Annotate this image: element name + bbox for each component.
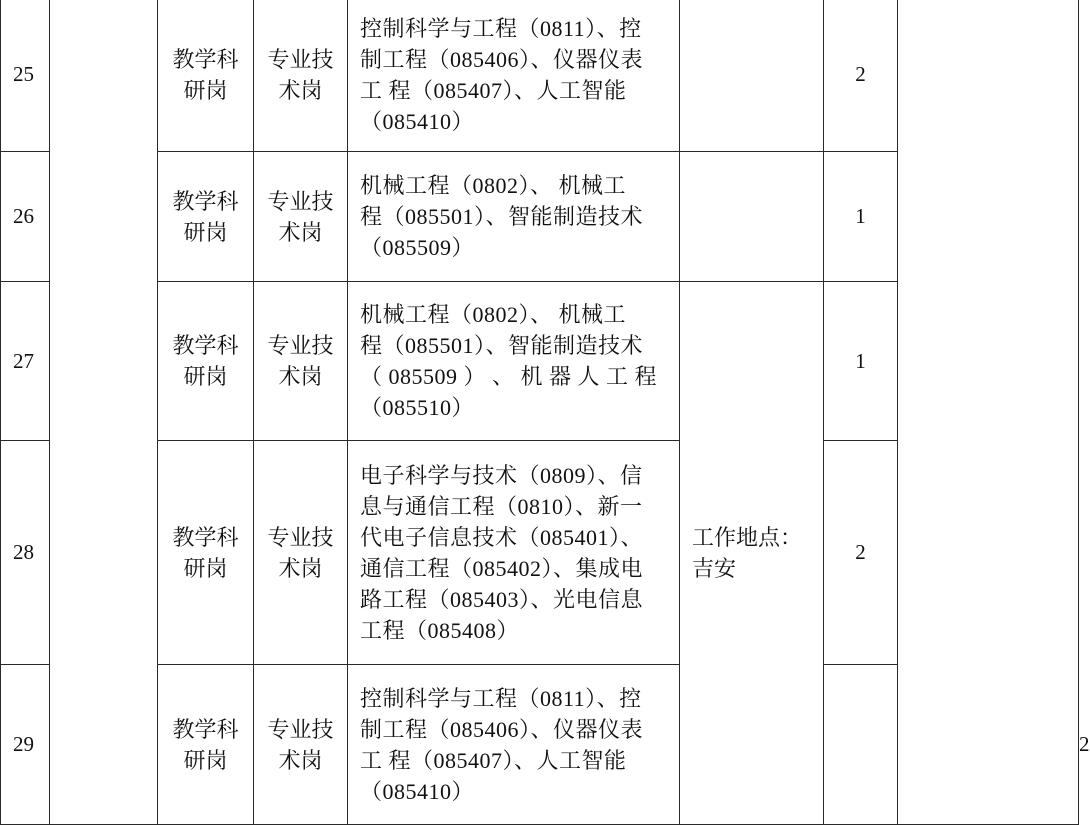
position-category	[158, 152, 254, 282]
row-number: 29	[1, 665, 50, 825]
work-location-note	[680, 282, 824, 825]
major-line: 路工程（085403）、光电信息	[360, 586, 644, 612]
major-line: （085410）	[360, 778, 475, 804]
major-line: 机械工程（0802）、 机械工	[360, 173, 627, 198]
hiring-count: 2	[824, 441, 898, 665]
position-type	[254, 282, 348, 441]
position-category	[158, 665, 254, 825]
position-category-line: 研岗	[183, 219, 228, 245]
major-line: 息与通信工程（0810）、新一	[360, 493, 643, 519]
note-cell-empty	[824, 665, 898, 825]
major-requirement	[348, 0, 680, 152]
position-category-line: 教学科	[172, 46, 239, 72]
position-type-line: 专业技	[267, 524, 334, 550]
position-category-line: 研岗	[183, 555, 228, 581]
row-number: 28	[1, 441, 50, 665]
major-line: 程（085501）、智能制造技术	[360, 204, 644, 229]
position-type-line: 术岗	[278, 555, 323, 581]
major-line: 电子科学与技术（0809）、信	[360, 462, 643, 488]
row-number: 26	[1, 152, 50, 282]
major-line: 工 程（085407）、人工智能	[360, 77, 627, 103]
position-category-line: 研岗	[183, 364, 228, 389]
position-category-line: 研岗	[183, 77, 228, 103]
major-line: 通信工程（085402）、集成电	[360, 555, 644, 581]
position-type	[254, 441, 348, 665]
table-row	[1, 0, 1079, 152]
major-line: 工 程（085407）、人工智能	[360, 747, 627, 773]
position-type	[254, 152, 348, 282]
major-line: （ 085509 ） 、 机 器 人 工 程	[360, 364, 658, 389]
major-line: 代电子信息技术（085401）、	[360, 524, 644, 550]
merged-blank-cell-right	[898, 0, 1079, 825]
merged-blank-cell	[50, 0, 158, 825]
major-line: 制工程（085406）、仪器仪表	[360, 46, 644, 72]
major-requirement	[348, 282, 680, 441]
hiring-count: 2	[824, 0, 898, 152]
major-line: 程（085501）、智能制造技术	[360, 333, 644, 358]
position-type-line: 专业技	[267, 716, 334, 742]
note-cell-empty	[680, 152, 824, 282]
position-category-line: 研岗	[183, 747, 228, 773]
position-type	[254, 0, 348, 152]
row-number: 25	[1, 0, 50, 152]
table-row: 29 教学科 研岗 专业技 术岗 控制科学与工程（0811）、控 制工程（085406）、仪器仪表 工 程（085407）、人工智能 （085410） 2	[1, 665, 1079, 825]
major-line: 控制科学与工程（0811）、控	[360, 685, 642, 711]
position-category	[158, 0, 254, 152]
major-line: 工程（085408）	[360, 617, 520, 643]
position-category	[158, 282, 254, 441]
major-line: （085509）	[360, 235, 475, 260]
note-line: 工作地点：	[692, 525, 803, 550]
position-type-line: 术岗	[278, 219, 323, 245]
major-line: 机械工程（0802）、 机械工	[360, 302, 627, 327]
position-type-line: 术岗	[278, 364, 323, 389]
position-category-line: 教学科	[172, 716, 239, 742]
major-line: （085410）	[360, 108, 475, 134]
position-type	[254, 665, 348, 825]
major-line: （085510）	[360, 395, 475, 420]
position-type-line: 专业技	[267, 188, 334, 214]
position-type-line: 专业技	[267, 46, 334, 72]
hiring-count: 1	[824, 282, 898, 441]
major-line: 控制科学与工程（0811）、控	[360, 15, 642, 41]
major-line: 制工程（085406）、仪器仪表	[360, 716, 644, 742]
position-type-line: 专业技	[267, 333, 334, 358]
position-category-line: 教学科	[172, 333, 239, 358]
major-requirement	[348, 665, 680, 825]
position-category-line: 教学科	[172, 188, 239, 214]
hiring-count: 1	[824, 152, 898, 282]
position-category	[158, 441, 254, 665]
position-type-line: 术岗	[278, 77, 323, 103]
major-requirement	[348, 441, 680, 665]
row-number: 27	[1, 282, 50, 441]
note-cell-empty	[680, 0, 824, 152]
position-category-line: 教学科	[172, 524, 239, 550]
position-type-line: 术岗	[278, 747, 323, 773]
major-requirement	[348, 152, 680, 282]
note-line: 吉安	[692, 556, 737, 581]
